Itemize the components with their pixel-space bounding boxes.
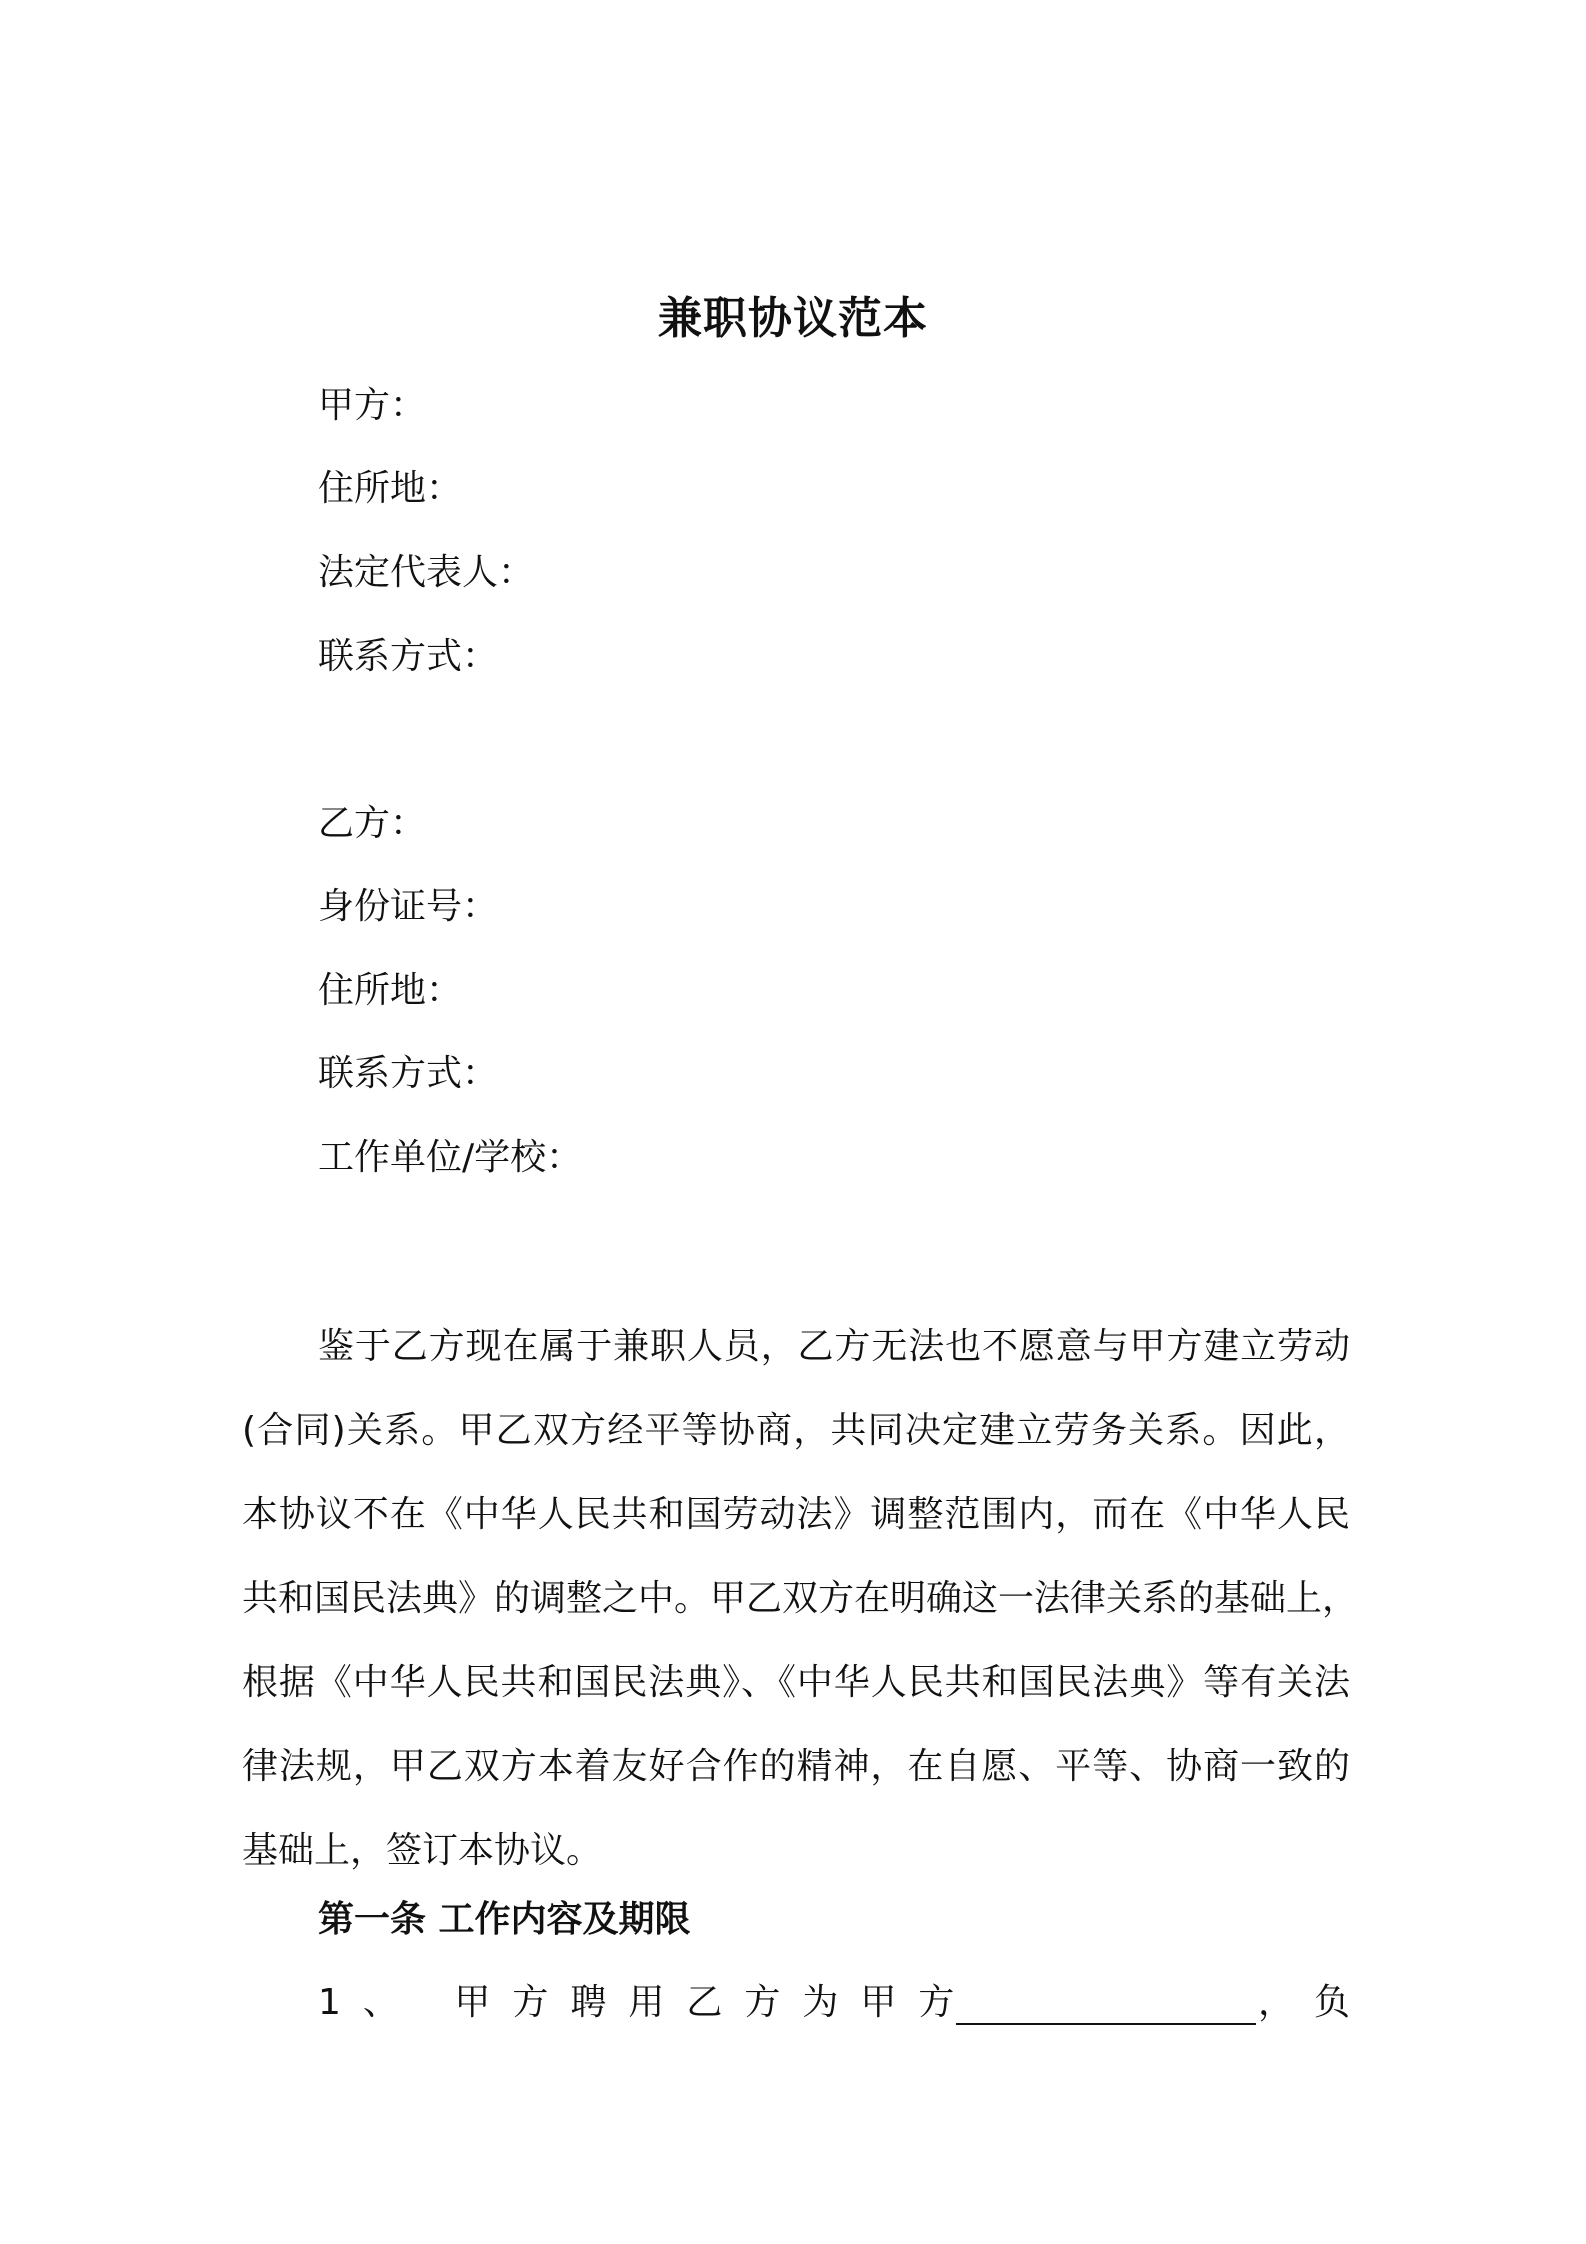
preamble-line: 根据《中华人民共和国民法典》、《中华人民共和国民法典》等有关法 [242, 1662, 1350, 1703]
preamble-line: (合同)关系。甲乙双方经平等协商，共同决定建立劳务关系。因此， [242, 1410, 1350, 1451]
preamble-line: 律法规，甲乙双方本着友好合作的精神，在自愿、平等、协商一致的 [242, 1746, 1350, 1787]
clause-1 [318, 1981, 1350, 2029]
preamble-line: 鉴于乙方现在属于兼职人员，乙方无法也不愿意与甲方建立劳动 [318, 1326, 1350, 1367]
clause-1-comma: ， [1258, 1982, 1295, 2023]
party-b-id-label: 身份证号： [318, 886, 499, 927]
preamble-paragraph [242, 1305, 1359, 1893]
preamble-line: 共和国民法典》的调整之中。甲乙双方在明确这一法律关系的基础上， [242, 1578, 1359, 1619]
party-a-contact-label: 联系方式： [318, 636, 499, 677]
party-b-contact-label: 联系方式： [318, 1053, 499, 1094]
party-b-name-label: 乙方： [318, 803, 427, 844]
preamble-line: 基础上，签订本协议。 [242, 1830, 603, 1871]
fill-in-blank [956, 2023, 1256, 2025]
party-b-workplace-label: 工作单位/学校： [318, 1137, 583, 1178]
section-heading: 第一条 工作内容及期限 [318, 1899, 691, 1940]
clause-1-text: 1、 甲方聘用乙方为甲方 [318, 1982, 977, 2023]
party-a-name-label: 甲方： [318, 385, 427, 426]
party-b-address-label: 住所地： [318, 970, 463, 1011]
clause-1-tail: 负 [1313, 1982, 1350, 2023]
party-a-address-label: 住所地： [318, 468, 463, 509]
party-a-legal-rep-label: 法定代表人： [318, 552, 535, 593]
preamble-line: 本协议不在《中华人民共和国劳动法》调整范围内，而在《中华人民 [242, 1494, 1350, 1535]
document-title: 兼职协议范本 [658, 293, 928, 344]
